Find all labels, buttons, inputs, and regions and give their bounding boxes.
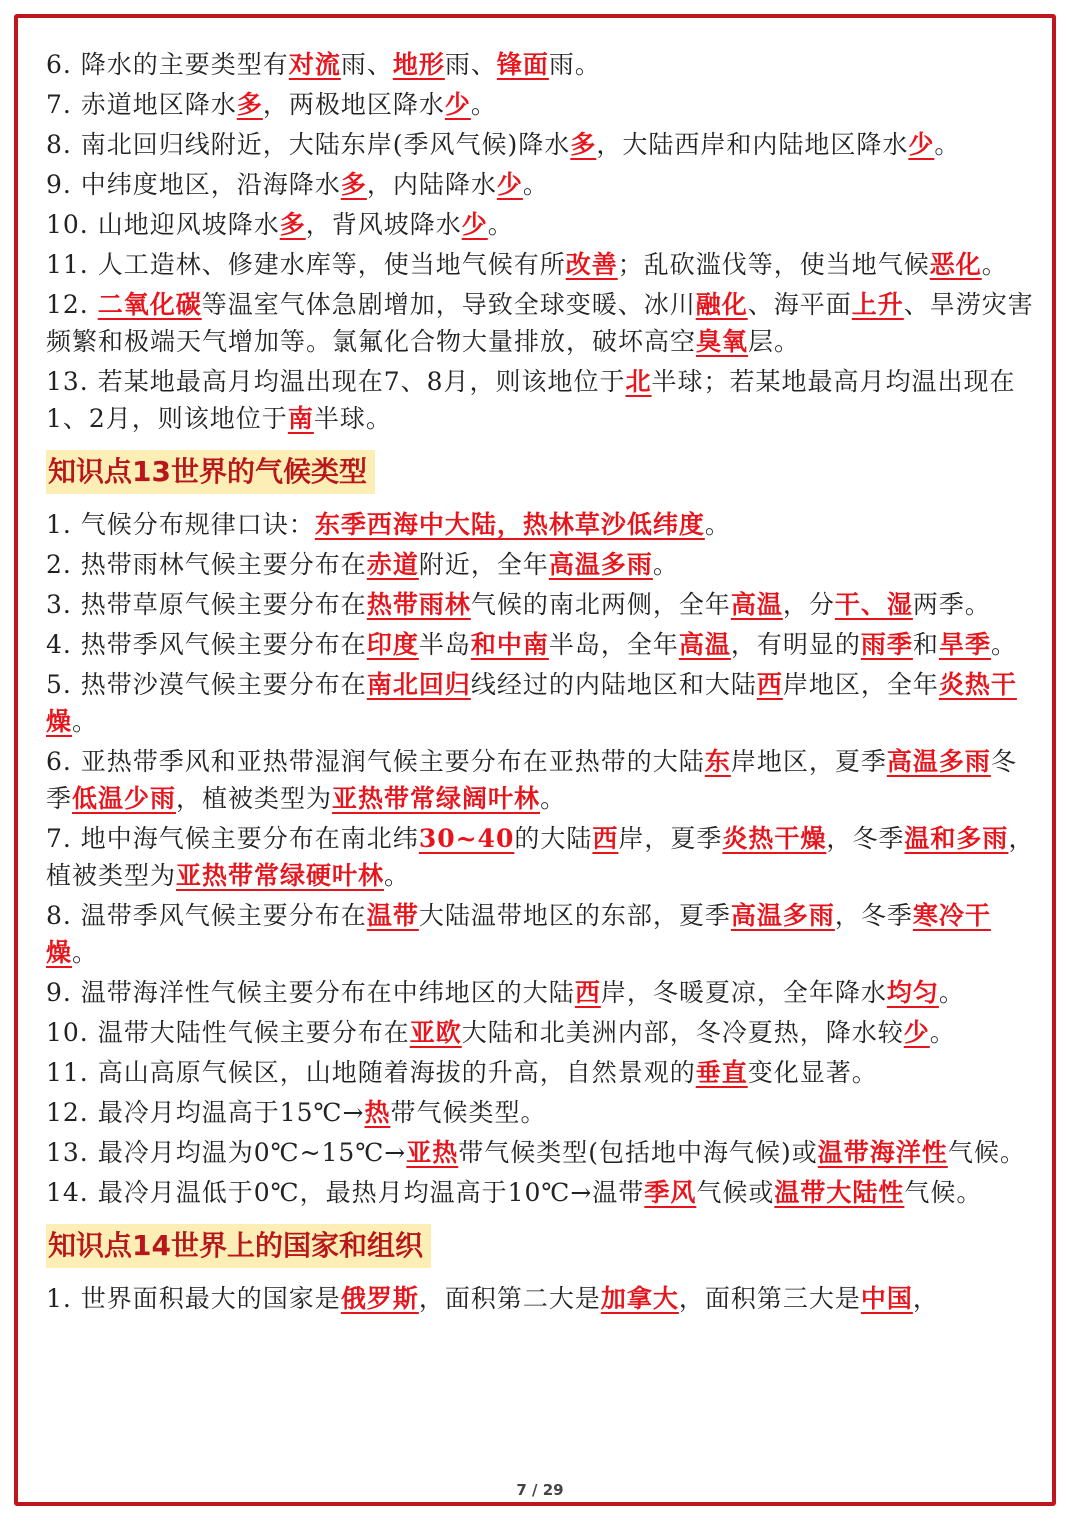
list-item — [46, 126, 1036, 163]
text-segment: 岸，冬暖夏凉，全年降水 — [600, 978, 887, 1007]
text-segment: 。 — [704, 510, 731, 539]
text-segment: 13. 若某地最高月均温出现在7、8月，则该地位于 — [46, 367, 626, 396]
answer-keyword: 亚热带常绿硬叶林 — [176, 861, 385, 890]
answer-keyword: 臭氧 — [696, 327, 749, 356]
text-segment: 3. 热带草原气候主要分布在 — [46, 590, 367, 619]
text-segment: 8. 南北回归线附近，大陆东岸(季风气候)降水 — [46, 130, 571, 159]
answer-keyword: 均匀 — [886, 978, 939, 1007]
answer-keyword: 多 — [570, 130, 597, 159]
text-segment: ，植被类型为 — [176, 784, 333, 813]
answer-keyword: 高温 — [678, 630, 731, 659]
list-item — [46, 1280, 1036, 1317]
answer-keyword: 二氧化碳 — [97, 290, 202, 319]
list-item — [46, 1094, 1036, 1131]
answer-keyword: 锋面 — [496, 50, 549, 79]
answer-keyword: 改善 — [565, 250, 618, 279]
text-segment: 附近，全年 — [418, 550, 549, 579]
text-segment: 5. 热带沙漠气候主要分布在 — [46, 670, 367, 699]
text-segment: 。 — [990, 630, 1017, 659]
text-segment: 气候或 — [696, 1178, 775, 1207]
answer-keyword: 亚热带常绿阔叶林 — [332, 784, 541, 813]
text-segment: ，面积第三大是 — [678, 1284, 861, 1313]
text-segment: ，内陆降水 — [366, 170, 497, 199]
answer-keyword: 季风 — [644, 1178, 697, 1207]
list-item — [46, 974, 1036, 1011]
answer-keyword: 恶化 — [929, 250, 982, 279]
text-segment: 。 — [72, 938, 99, 967]
text-segment: 层。 — [748, 327, 801, 356]
section-heading: 知识点13世界的气候类型 — [46, 450, 375, 494]
answer-keyword: 多 — [340, 170, 367, 199]
list-item — [46, 626, 1036, 663]
list-item — [46, 506, 1036, 543]
answer-keyword: 30~40 — [418, 824, 515, 853]
text-segment: 2. 热带雨林气候主要分布在 — [46, 550, 367, 579]
section-heading: 知识点14世界上的国家和组织 — [46, 1224, 431, 1268]
list-item — [46, 46, 1036, 83]
answer-keyword: 温带大陆性 — [774, 1178, 905, 1207]
text-segment: ，冬季 — [826, 824, 905, 853]
answer-keyword: 亚欧 — [409, 1018, 462, 1047]
answer-keyword: 高温多雨 — [548, 550, 653, 579]
text-segment: 。 — [487, 210, 514, 239]
answer-keyword: 寒冷干燥 — [46, 901, 991, 967]
text-segment: 7. 赤道地区降水 — [46, 90, 237, 119]
text-segment: ， — [912, 1284, 939, 1313]
text-segment: 8. 温带季风气候主要分布在 — [46, 901, 367, 930]
text-segment: ，冬季 — [834, 901, 913, 930]
text-segment: 9. 温带海洋性气候主要分布在中纬地区的大陆 — [46, 978, 575, 1007]
text-segment: 。 — [470, 90, 497, 119]
list-item — [46, 86, 1036, 123]
text-segment: ，植被类型为 — [46, 824, 1035, 890]
text-segment: ，背风坡降水 — [305, 210, 462, 239]
text-segment: 、海平面 — [747, 290, 852, 319]
answer-keyword: 少 — [444, 90, 471, 119]
answer-keyword: 亚热 — [406, 1138, 459, 1167]
list-item — [46, 666, 1036, 740]
text-segment: 1. 气候分布规律口诀： — [46, 510, 315, 539]
text-segment: 。 — [540, 784, 567, 813]
text-segment: 。 — [929, 1018, 956, 1047]
text-segment: 气候。 — [947, 1138, 1026, 1167]
answer-keyword: 温和多雨 — [904, 824, 1009, 853]
text-segment: 11. 人工造林、修建水库等，使当地气候有所 — [46, 250, 566, 279]
text-segment: 6. 降水的主要类型有 — [46, 50, 289, 79]
answer-keyword: 东 — [704, 747, 731, 776]
text-segment: 半岛，全年 — [548, 630, 679, 659]
text-segment: 变化显著。 — [747, 1058, 878, 1087]
answer-keyword: 对流 — [288, 50, 341, 79]
text-segment: 。 — [522, 170, 549, 199]
section-heading-row — [46, 440, 1036, 506]
answer-keyword: 热 — [364, 1098, 391, 1127]
answer-keyword: 少 — [461, 210, 488, 239]
text-segment: 等温室气体急剧增加，导致全球变暖、冰川 — [201, 290, 696, 319]
answer-keyword: 多 — [279, 210, 306, 239]
text-segment: 1. 世界面积最大的国家是 — [46, 1284, 341, 1313]
list-item — [46, 1134, 1036, 1171]
text-segment: 13. 最冷月均温为0℃~15℃→ — [46, 1138, 407, 1167]
answer-keyword: 少 — [908, 130, 935, 159]
text-segment: 带气候类型。 — [390, 1098, 547, 1127]
list-item — [46, 586, 1036, 623]
text-segment: 半球；若某地最高月均温出现在1、2月，则该地位于 — [46, 367, 1016, 433]
text-segment: 大陆和北美洲内部，冬冷夏热，降水较 — [461, 1018, 904, 1047]
answer-keyword: 高温 — [730, 590, 783, 619]
text-segment: ，面积第二大是 — [418, 1284, 601, 1313]
answer-keyword: 多 — [236, 90, 263, 119]
text-segment: 12. 最冷月均温高于15℃→ — [46, 1098, 365, 1127]
list-item — [46, 206, 1036, 243]
answer-keyword: 北 — [625, 367, 652, 396]
answer-keyword: 和中南 — [470, 630, 549, 659]
text-segment: ，分 — [782, 590, 835, 619]
answer-keyword: 低温少雨 — [72, 784, 177, 813]
text-segment: 的大陆 — [514, 824, 593, 853]
document-body — [46, 46, 1036, 1320]
text-segment: 10. 山地迎风坡降水 — [46, 210, 280, 239]
answer-keyword: 雨季 — [860, 630, 913, 659]
answer-keyword: 东季西海中大陆，热林草沙低纬度 — [314, 510, 705, 539]
list-item — [46, 1174, 1036, 1211]
answer-keyword: 西 — [592, 824, 619, 853]
text-segment: 11. 高山高原气候区，山地随着海拔的升高，自然景观的 — [46, 1058, 696, 1087]
list-item — [46, 897, 1036, 971]
answer-keyword: 印度 — [366, 630, 419, 659]
text-segment: 冬季 — [46, 747, 1017, 813]
text-segment: 7. 地中海气候主要分布在南北纬 — [46, 824, 419, 853]
text-segment: 雨、 — [444, 50, 497, 79]
text-segment: 气候。 — [904, 1178, 983, 1207]
text-segment: 。 — [981, 250, 1008, 279]
text-segment: ，两极地区降水 — [262, 90, 445, 119]
text-segment: 大陆温带地区的东部，夏季 — [418, 901, 731, 930]
answer-keyword: 地形 — [392, 50, 445, 79]
answer-keyword: 南 — [287, 404, 314, 433]
answer-keyword: 高温多雨 — [730, 901, 835, 930]
text-segment: 4. 热带季风气候主要分布在 — [46, 630, 367, 659]
answer-keyword: 温带海洋性 — [817, 1138, 948, 1167]
text-segment: ，大陆西岸和内陆地区降水 — [596, 130, 909, 159]
page-number: 7 / 29 — [516, 1481, 564, 1499]
text-segment: 气候的南北两侧，全年 — [470, 590, 731, 619]
section-heading-row — [46, 1214, 1036, 1280]
list-item — [46, 166, 1036, 203]
text-segment: 岸地区，夏季 — [730, 747, 887, 776]
answer-keyword: 少 — [496, 170, 523, 199]
text-segment: 岸，夏季 — [618, 824, 723, 853]
text-segment: 6. 亚热带季风和亚热带湿润气候主要分布在亚热带的大陆 — [46, 747, 705, 776]
list-item — [46, 363, 1036, 437]
text-segment: 雨。 — [548, 50, 601, 79]
answer-keyword: 温带 — [366, 901, 419, 930]
text-segment: 和 — [912, 630, 939, 659]
text-segment: 岸地区，全年 — [782, 670, 939, 699]
answer-keyword: 南北回归 — [366, 670, 471, 699]
text-segment: 10. 温带大陆性气候主要分布在 — [46, 1018, 410, 1047]
answer-keyword: 炎热干燥 — [722, 824, 827, 853]
text-segment: 。 — [652, 550, 679, 579]
answer-keyword: 西 — [574, 978, 601, 1007]
text-segment: 半岛 — [418, 630, 471, 659]
list-item — [46, 743, 1036, 817]
answer-keyword: 加拿大 — [600, 1284, 679, 1313]
answer-keyword: 融化 — [695, 290, 748, 319]
text-segment: 线经过的内陆地区和大陆 — [470, 670, 757, 699]
text-segment: 带气候类型(包括地中海气候)或 — [458, 1138, 818, 1167]
list-item — [46, 820, 1036, 894]
answer-keyword: 赤道 — [366, 550, 419, 579]
text-segment: 半球。 — [313, 404, 392, 433]
text-segment: 14. 最冷月温低于0℃，最热月均温高于10℃→温带 — [46, 1178, 645, 1207]
text-segment: 。 — [72, 707, 99, 736]
answer-keyword: 垂直 — [695, 1058, 748, 1087]
answer-keyword: 俄罗斯 — [340, 1284, 419, 1313]
list-item — [46, 246, 1036, 283]
answer-keyword: 上升 — [851, 290, 904, 319]
text-segment: 。 — [934, 130, 961, 159]
text-segment: 。 — [384, 861, 411, 890]
list-item — [46, 1014, 1036, 1051]
answer-keyword: 旱季 — [938, 630, 991, 659]
text-segment: 。 — [938, 978, 965, 1007]
text-segment: 12. — [46, 290, 98, 319]
answer-keyword: 干、湿 — [834, 590, 913, 619]
answer-keyword: 高温多雨 — [886, 747, 991, 776]
answer-keyword: 炎热干燥 — [46, 670, 1017, 736]
list-item — [46, 1054, 1036, 1091]
text-segment: ；乱砍滥伐等，使当地气候 — [617, 250, 930, 279]
answer-keyword: 少 — [903, 1018, 930, 1047]
answer-keyword: 热带雨林 — [366, 590, 471, 619]
answer-keyword: 中国 — [860, 1284, 913, 1313]
text-segment: 、旱涝灾害频繁和极端天气增加等。氯氟化合物大量排放，破坏高空 — [46, 290, 1034, 356]
list-item — [46, 546, 1036, 583]
answer-keyword: 西 — [756, 670, 783, 699]
list-item — [46, 286, 1036, 360]
text-segment: 9. 中纬度地区，沿海降水 — [46, 170, 341, 199]
text-segment: 雨、 — [340, 50, 393, 79]
text-segment: ，有明显的 — [730, 630, 861, 659]
text-segment: 两季。 — [912, 590, 991, 619]
